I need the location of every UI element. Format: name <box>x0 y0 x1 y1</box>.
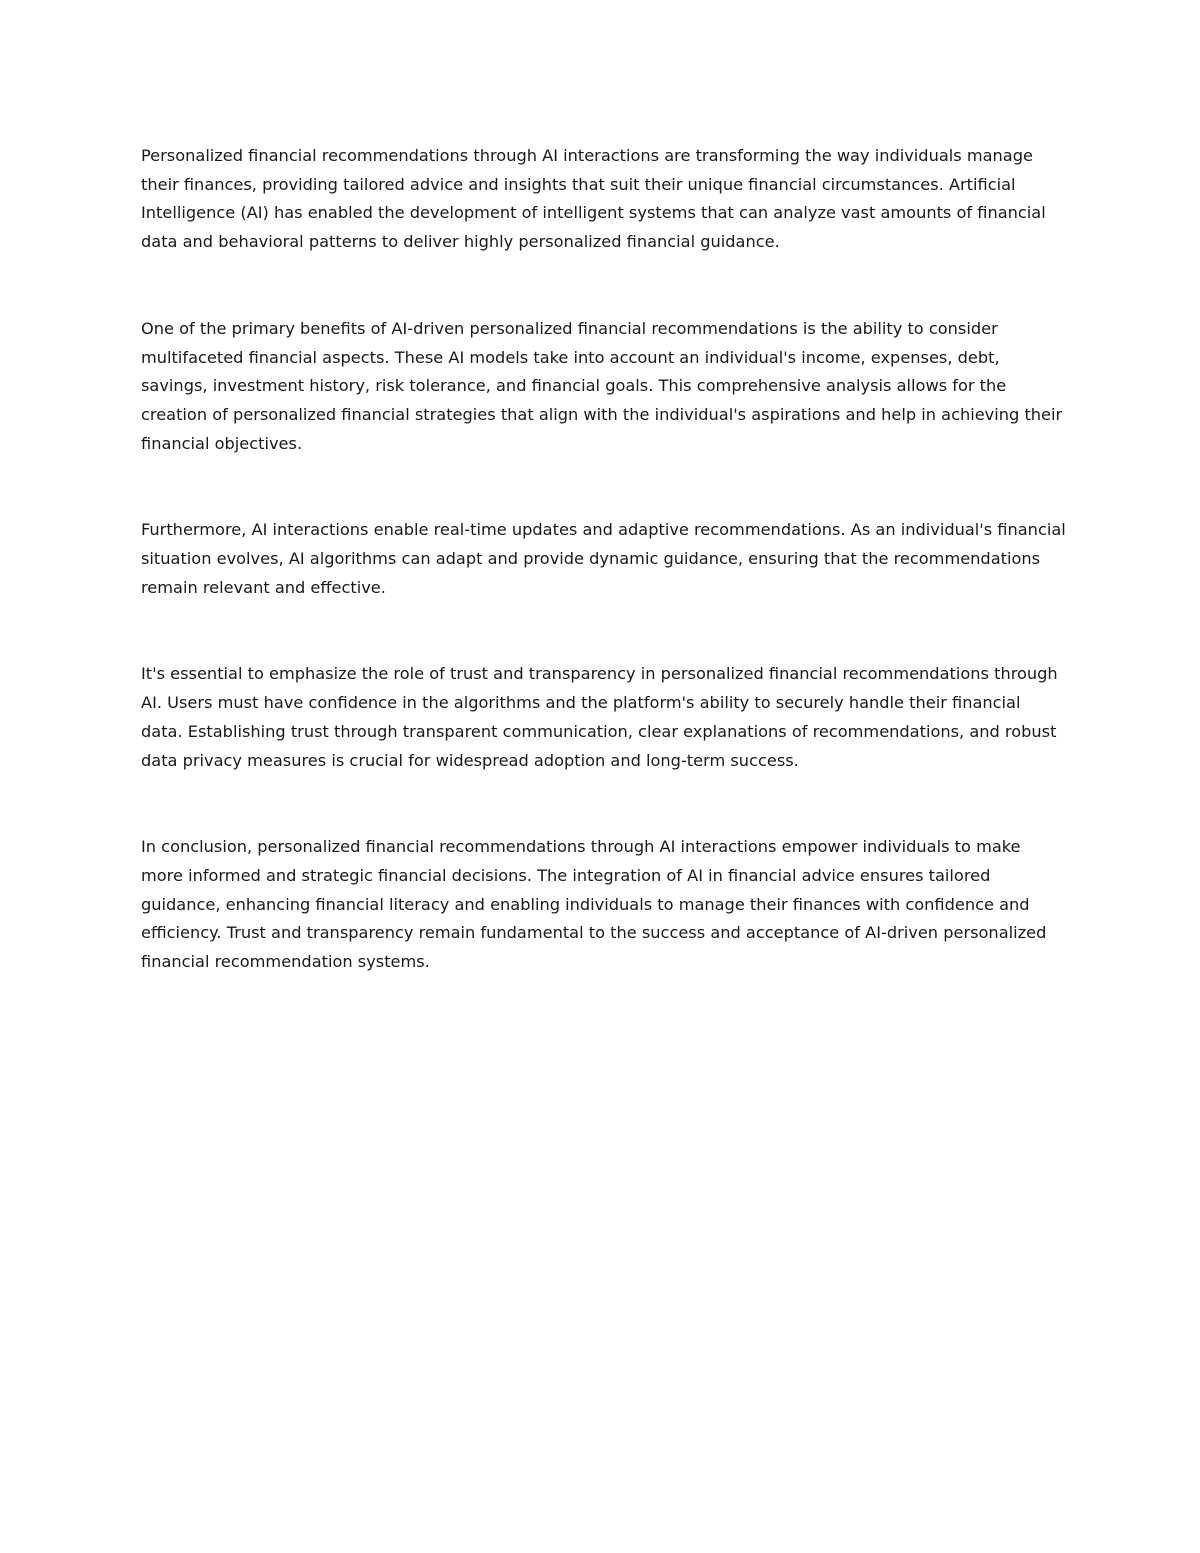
document-body <box>141 142 1066 977</box>
paragraph-benefits: One of the primary benefits of AI-driven personalized financial recommendations is the ability to consider multifaceted financial aspects. These AI models take into account an individual's income, expenses, debt, savings, investment history, risk tolerance, and financial goals. This comprehensive analysis allows for the creation of personalized financial strategies that align with the individual's aspirations and help in achieving their financial objectives. <box>141 318 1063 453</box>
paragraph-intro: Personalized financial recommendations through AI interactions are transforming the way individuals manage their finances, providing tailored advice and insights that suit their unique financial circumstances. Artificial Intelligence (AI) has enabled the development of intelligent systems that can analyze vast amounts of financial data and behavioral patterns to deliver highly personalized financial guidance. <box>141 146 1046 252</box>
paragraph-real-time-updates: Furthermore, AI interactions enable real-time updates and adaptive recommendations. As an individual's financial situation evolves, AI algorithms can adapt and provide dynamic guidance, ensuring that the recommendations remain relevant and effective. <box>141 520 1066 597</box>
paragraph-trust-transparency: It's essential to emphasize the role of trust and transparency in personalized financial recommendations through AI. Users must have confidence in the algorithms and the platform's ability to securely handle their financial data. Establishing trust through transparent communication, clear explanations of recommendations, and robust data privacy measures is crucial for widespread adoption and long-term success. <box>141 664 1058 770</box>
paragraph-conclusion: In conclusion, personalized financial recommendations through AI interactions empower individuals to make more informed and strategic financial decisions. The integration of AI in financial advice ensures tailored guidance, enhancing financial literacy and enabling individuals to manage their finances with confidence and efficiency. Trust and transparency remain fundamental to the success and acceptance of AI-driven personalized financial recommendation systems. <box>141 837 1047 972</box>
